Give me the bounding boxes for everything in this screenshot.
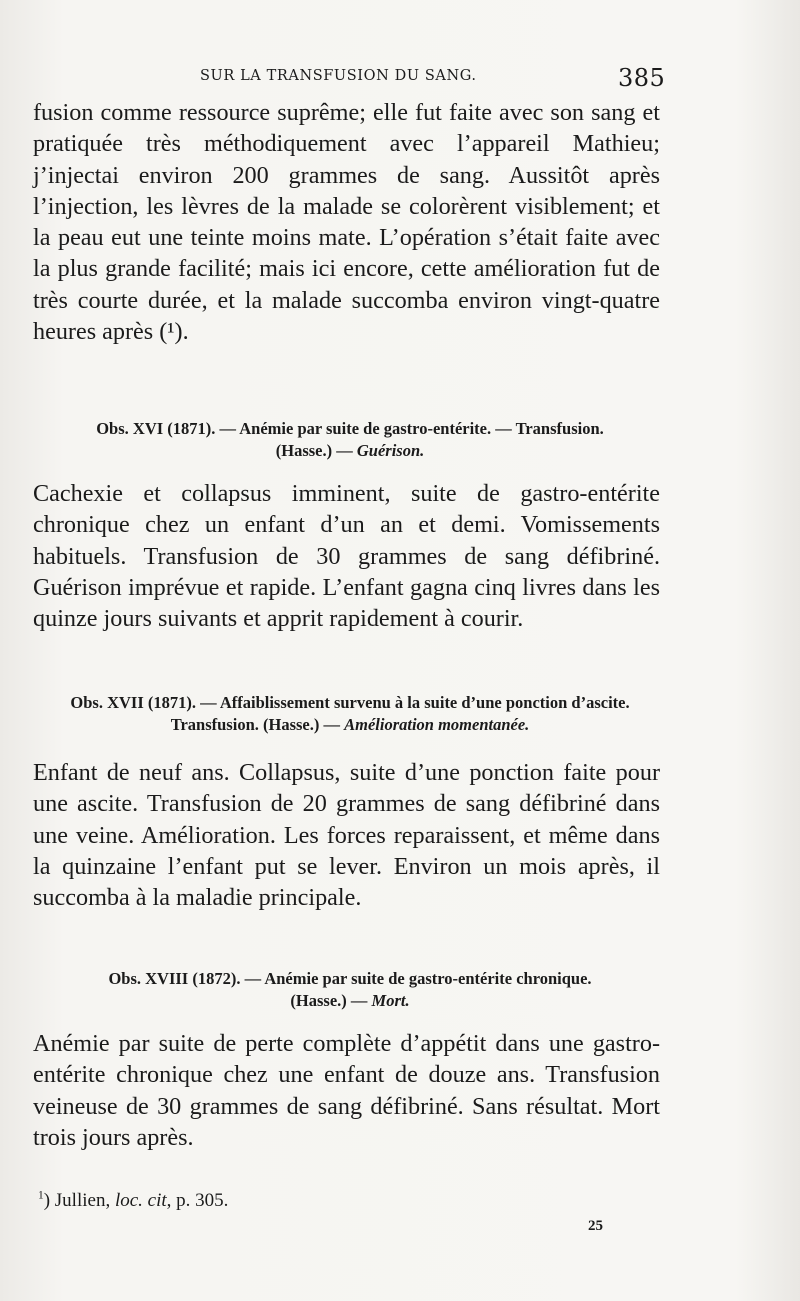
- page-number: 385: [618, 64, 666, 92]
- paragraph-3: Enfant de neuf ans. Collapsus, suite d’une ponction faite pour une ascite. Transfusion de 20 grammes de sang défibriné dans une veine. Amélioration. Les forces reparaissent, et même dans la quinzaine l’enfant put se lever. Environ un mois après, il succomba à la maladie principale.: [33, 759, 660, 912]
- obs-author: Transfusion. (Hasse.) —: [170, 715, 345, 734]
- obs-title: — Anémie par suite de gastro-entérite chronique.: [240, 969, 592, 988]
- observation-heading-17: [30, 692, 670, 736]
- footnote-rest: , p. 305.: [166, 1190, 229, 1211]
- page-header: [0, 64, 800, 92]
- paragraph-4: Anémie par suite de perte complète d’appétit dans une gastro-entérite chronique chez une enfant de douze ans. Transfusion veineuse de 30 grammes de sang défibriné. Sans résultat. Mort trois jours après.: [33, 1030, 660, 1151]
- obs-number: Obs. XVI (1871).: [96, 419, 216, 438]
- footnote-text: ) Jullien,: [43, 1190, 115, 1211]
- obs-title: — Anémie par suite de gastro-entérite. — Transfusion.: [215, 419, 604, 438]
- footnote-marker: 1: [38, 1189, 44, 1202]
- printer-signature: 25: [588, 1218, 603, 1234]
- obs-outcome: Amélioration momentanée.: [344, 715, 530, 734]
- obs-number: Obs. XVII (1871).: [70, 693, 196, 712]
- observation-heading-18: [30, 968, 670, 1012]
- paragraph-2: Cachexie et collapsus imminent, suite de gastro-entérite chronique chez un enfant d’un an et demi. Vomissements habituels. Transfusion de 30 grammes de sang défibriné. Guérison imprévue et rapide. L’enfant gagna cinq livres dans les quinze jours suivants et apprit rapidement à courir.: [33, 480, 660, 633]
- obs-author: (Hasse.) —: [275, 441, 357, 460]
- obs-title: — Affaiblissement survenu à la suite d’une ponction d’ascite.: [196, 693, 630, 712]
- obs-author: (Hasse.) —: [290, 991, 372, 1010]
- footnote-italic: loc. cit: [114, 1190, 167, 1211]
- obs-outcome: Mort.: [371, 991, 410, 1010]
- obs-outcome: Guérison.: [356, 441, 425, 460]
- footnote: [38, 1190, 228, 1212]
- running-head: SUR LA TRANSFUSION DU SANG.: [200, 68, 477, 84]
- observation-heading-16: [30, 418, 670, 462]
- obs-number: Obs. XVIII (1872).: [108, 969, 241, 988]
- paragraph-1: fusion comme ressource suprême; elle fut faite avec son sang et pratiquée très méthodiquement avec l’appareil Mathieu; j’injectai environ 200 grammes de sang. Aussitôt après l’injection, les lèvres de la malade se colorèrent visiblement; et la peau eut une teinte moins mate. L’opération s’était faite avec la plus grande facilité; mais ici encore, cette amélioration fut de très courte durée, et la malade succomba environ vingt-quatre heures après (¹).: [33, 99, 660, 346]
